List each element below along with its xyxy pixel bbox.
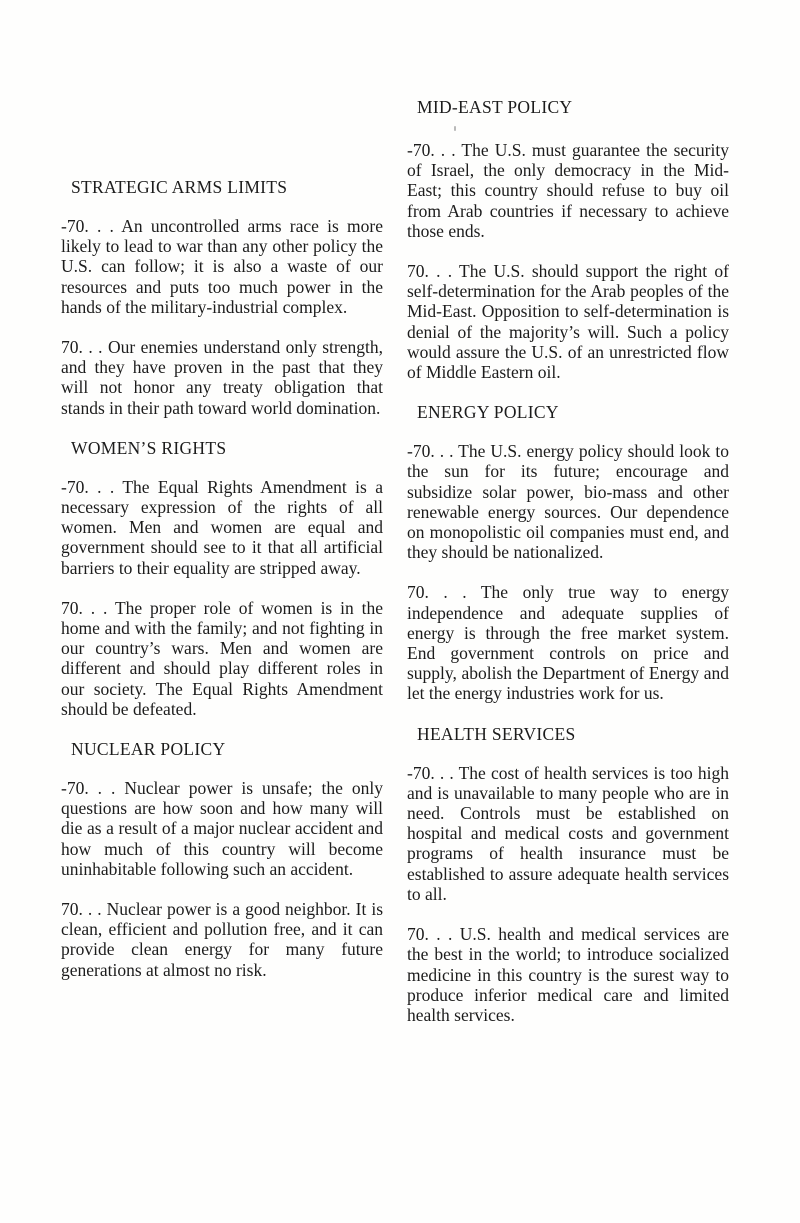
section-heading: ENERGY POLICY xyxy=(417,402,559,423)
section-nuclear-policy xyxy=(61,738,383,980)
paragraph-con: -70. . . The cost of health services is too high and is unavailable to many people who are in need. Controls must be established on hospital and medical costs and government programs of health insurance must be established to assure adequate health services to all. xyxy=(407,762,729,904)
section-heading: MID-EAST POLICY xyxy=(417,97,573,117)
paragraph-pro: 70. . . The proper role of women is in the home and with the family; and not fighting in our country’s wars. Men and women are different and should play different roles in our society. The Equal Rights Amendment should be defeated. xyxy=(61,597,383,719)
paragraph-con: -70. . . An uncontrolled arms race is more likely to lead to war than any other policy the U.S. can follow; it is also a waste of our resources and puts too much power in the hands of the military-industrial complex. xyxy=(61,216,383,317)
paragraph-con: -70. . . The U.S. must guarantee the security of Israel, the only democracy in the Mid-East; this country should refuse to buy oil from Arab countries if necessary to achieve those ends. xyxy=(407,140,729,241)
section-heading: HEALTH SERVICES xyxy=(417,723,576,744)
paragraph-con: -70. . . The U.S. energy policy should look to the sun for its future; encourage and subsidize solar power, bio-mass and other renewable energy sources. Our dependence on monopolistic oil companies must end, and they should be nationalized. xyxy=(407,441,729,563)
paragraph-pro: 70. . . Nuclear power is a good neighbor. It is clean, efficient and pollution free, and it can provide clean energy for many future generations at almost no risk. xyxy=(61,899,383,980)
section-mid-east-policy xyxy=(407,96,729,382)
section-strategic-arms-limits xyxy=(61,176,383,418)
section-energy-policy xyxy=(407,401,729,703)
paragraph-con: -70. . . Nuclear power is unsafe; the only questions are how soon and how many will die as a result of a major nuclear accident and how much of this country will become uninhabitable following such an accident. xyxy=(61,778,383,879)
paragraph-con: -70. . . The Equal Rights Amendment is a necessary expression of the rights of all women. Men and women are equal and government should see to it that all artificial barriers to their equality are stripped away. xyxy=(61,476,383,578)
left-column xyxy=(61,176,383,980)
paragraph-pro: 70. . . The U.S. should support the right of self-determination for the Arab peoples of the Mid-East. Opposition to self-determination is denial of the majority’s will. Such a policy would assure the U.S. of an unrestricted flow of Middle Eastern oil. xyxy=(407,261,729,383)
section-health-services xyxy=(407,723,729,1025)
section-heading: WOMEN’S RIGHTS xyxy=(71,437,227,458)
paragraph-pro: 70. . . The only true way to energy independence and adequate supplies of energy is through the free market system. End government controls on price and supply, abolish the Department of Energy and let the energy industries work for us. xyxy=(407,582,729,704)
section-heading: STRATEGIC ARMS LIMITS xyxy=(71,177,288,197)
section-womens-rights xyxy=(61,437,383,719)
section-heading: NUCLEAR POLICY xyxy=(71,739,226,760)
paragraph-pro: 70. . . U.S. health and medical services are the best in the world; to introduce socialized medicine in this country is the surest way to produce inferior medical care and limited health services. xyxy=(407,924,729,1025)
right-column xyxy=(407,96,729,1025)
paragraph-pro: 70. . . Our enemies understand only strength, and they have proven in the past that they will not honor any treaty obligation that stands in their path toward world domination. xyxy=(61,337,383,418)
